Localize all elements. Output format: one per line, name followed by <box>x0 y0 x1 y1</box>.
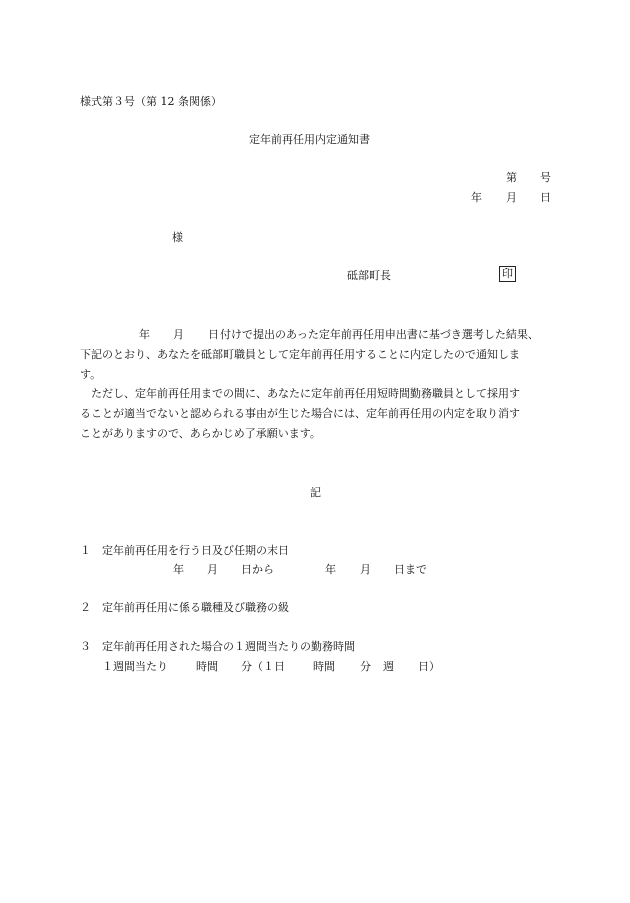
recipient-suffix: 様 <box>172 231 183 244</box>
body-line-1: 付けで提出のあった定年前再任用申出書に基づき選考した結果、 <box>220 328 539 341</box>
item-3-days-close: 日） <box>418 660 440 673</box>
body-date-day: 日 <box>208 328 219 341</box>
item-3-per-week: １週間当たり <box>102 660 168 673</box>
date-day: 日 <box>540 191 551 204</box>
item-3-label: 定年前再任用された場合の１週間当たりの勤務時間 <box>102 640 355 653</box>
item-3-number: ３ <box>80 640 91 653</box>
number-go: 号 <box>540 171 551 184</box>
item-1-month-start: 月 <box>207 563 218 576</box>
item-1-day-from: 日から <box>241 563 274 576</box>
number-dai: 第 <box>506 171 517 184</box>
item-3-day-minutes: 分 <box>360 660 371 673</box>
body-date-year: 年 <box>139 328 150 341</box>
date-year: 年 <box>471 191 482 204</box>
body-date-month: 月 <box>173 328 184 341</box>
item-1-year-start: 年 <box>173 563 184 576</box>
item-3-minutes-open: 分（１日 <box>241 660 285 673</box>
item-1-label: 定年前再任用を行う日及び任期の末日 <box>102 544 289 557</box>
body-line-4: ただし、定年前再任用までの間に、あなたに定年前再任用短時間勤務職員として採用す <box>91 387 520 400</box>
issuer: 砥部町長 <box>347 269 391 282</box>
date-month: 月 <box>506 191 517 204</box>
document-title: 定年前再任用内定通知書 <box>249 133 370 146</box>
form-label: 様式第３号（第 12 条関係） <box>80 95 222 108</box>
item-1-number: １ <box>80 544 91 557</box>
item-3-week: 週 <box>383 660 394 673</box>
item-1-month-end: 月 <box>360 563 371 576</box>
item-3-day-hours: 時間 <box>313 660 335 673</box>
item-3-hours: 時間 <box>196 660 218 673</box>
item-2-label: 定年前再任用に係る職種及び職務の級 <box>102 601 289 614</box>
item-2-number: ２ <box>80 601 91 614</box>
item-1-year-end: 年 <box>325 563 336 576</box>
body-line-3: す。 <box>80 368 102 381</box>
body-line-5: ることが適当でないと認められる事由が生じた場合には、定年前再任用の内定を取り消す <box>80 407 520 420</box>
seal-text: 印 <box>499 266 516 282</box>
ki-heading: 記 <box>310 486 321 499</box>
item-1-day-until: 日まで <box>394 563 427 576</box>
seal-mark <box>499 266 516 282</box>
body-line-2: 下記のとおり、あなたを砥部町職員として定年前再任用することに内定したので通知しま <box>80 348 520 361</box>
body-line-6: ことがありますので、あらかじめ了承願います。 <box>80 427 321 440</box>
